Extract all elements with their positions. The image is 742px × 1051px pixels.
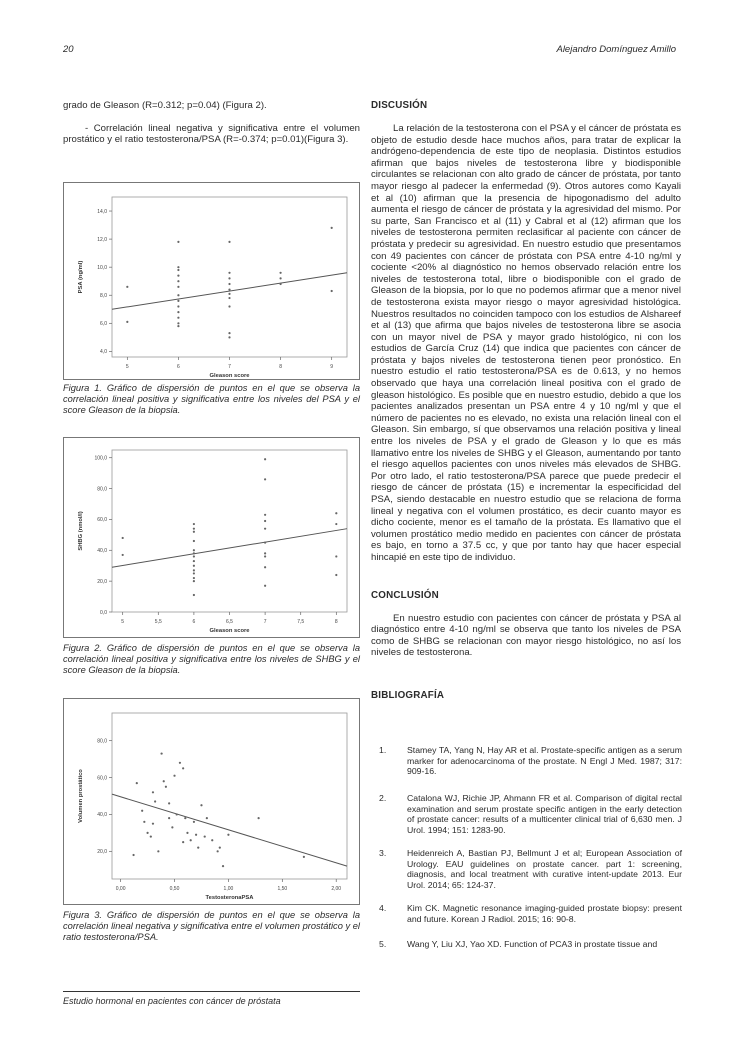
bibliography-item-number: 1. <box>379 745 387 755</box>
scatter-point <box>211 839 213 841</box>
y-tick-label: 20,0 <box>97 578 107 585</box>
x-tick-label: 6 <box>177 364 180 370</box>
y-tick-label: 80,0 <box>97 486 107 493</box>
scatter-point <box>193 572 195 574</box>
bibliography-item-text: Heidenreich A, Bastian PJ, Bellmunt J et al; European Association of Urology. EAU guidelines on prostate cancer. part 1: screening, diagnosis, and local treatment with curative intent-update 2013. Eur Urol. 2014; 65: 124-37. <box>407 848 682 890</box>
scatter-point <box>335 555 337 557</box>
x-tick-label: 0,00 <box>115 886 126 892</box>
scatter-point <box>264 566 266 568</box>
scatter-point <box>193 580 195 582</box>
x-axis-label: TestosteronaPSA <box>205 895 254 901</box>
scatter-point <box>228 289 230 291</box>
y-tick-label: 80,0 <box>97 738 107 745</box>
x-tick-label: 1,50 <box>277 886 288 892</box>
y-tick-label: 60,0 <box>97 517 107 524</box>
conclusion-text: En nuestro estudio con pacientes con cáncer de próstata y PSA al diagnóstico entre 4-10 ng/ml se observa que tanto los niveles de PSA como de SHBG se relacionan con mayor riesgo histológico, no así los niveles de testosterona. <box>371 612 681 659</box>
scatter-point <box>193 523 195 525</box>
scatter-point <box>173 775 175 777</box>
running-author: Alejandro Domínguez Amillo <box>556 44 676 55</box>
scatter-point <box>228 297 230 299</box>
bibliography-item-number: 3. <box>379 848 387 858</box>
scatter-point <box>177 322 179 324</box>
x-axis-label: Gleason score <box>209 373 250 379</box>
scatter-point <box>193 555 195 557</box>
scatter-point <box>228 332 230 334</box>
scatter-point <box>122 537 124 539</box>
figure-2-frame <box>63 437 360 638</box>
scatter-point <box>177 317 179 319</box>
bibliography-item-text: Wang Y, Liu XJ, Yao XD. Function of PCA3 in prostate tissue and <box>407 939 658 949</box>
page-number: 20 <box>63 44 74 55</box>
scatter-point <box>152 791 154 793</box>
y-tick-label: 6,0 <box>100 321 107 328</box>
bibliography-item-number: 4. <box>379 903 387 913</box>
y-tick-label: 60,0 <box>97 775 107 782</box>
scatter-point <box>184 817 186 819</box>
scatter-point <box>264 520 266 522</box>
x-tick-label: 7 <box>263 619 267 625</box>
scatter-point <box>331 290 333 292</box>
scatter-point <box>171 826 173 828</box>
scatter-point <box>168 817 170 819</box>
scatter-point <box>264 585 266 587</box>
scatter-point <box>157 850 159 852</box>
x-tick-label: 5 <box>121 619 125 625</box>
scatter-point <box>177 294 179 296</box>
y-tick-label: 8,0 <box>100 293 107 300</box>
scatter-point <box>200 804 202 806</box>
running-footer: Estudio hormonal en pacientes con cáncer de próstata <box>63 996 281 1006</box>
scatter-point <box>132 854 134 856</box>
scatter-point <box>177 300 179 302</box>
x-tick-label: 5 <box>125 364 129 370</box>
bibliography-item-number: 5. <box>379 939 387 949</box>
figure-3-caption: Figura 3. Gráfico de dispersión de puntos en el que se observa la correlación lineal negativa y significativa entre el volumen prostático y el ratio testosterona/PSA. <box>63 910 360 942</box>
scatter-point <box>193 821 195 823</box>
scatter-point <box>279 277 281 279</box>
scatter-point <box>177 311 179 313</box>
scatter-point <box>179 762 181 764</box>
results-paragraph-1: grado de Gleason (R=0.312; p=0.04) (Figura 2). <box>63 100 267 111</box>
y-tick-label: 10,0 <box>97 264 107 271</box>
bibliography-item-text: Kim CK. Magnetic resonance imaging-guided prostate biopsy: present and future. Korean J Radiol. 2015; 16: 90-8. <box>407 903 682 924</box>
scatter-point <box>126 286 128 288</box>
scatter-point <box>163 780 165 782</box>
scatter-point <box>154 800 156 802</box>
scatter-point <box>193 531 195 533</box>
scatter-point <box>177 280 179 282</box>
y-tick-label: 4,0 <box>100 349 107 356</box>
scatter-point <box>141 810 143 812</box>
scatter-point <box>186 832 188 834</box>
y-tick-label: 20,0 <box>97 849 107 856</box>
scatter-point <box>177 286 179 288</box>
x-tick-label: 0,50 <box>169 886 180 892</box>
scatter-point <box>264 478 266 480</box>
scatter-point <box>222 865 224 867</box>
scatter-point <box>177 325 179 327</box>
y-axis-label: Volumen prostático <box>78 769 84 823</box>
discussion-text: La relación de la testosterona con el PSA y el cáncer de próstata es objeto de estudio desde hace muchos años, para tratar de explicar la andrógeno-dependencia de este tipo de neoplasia. Distintos estudios afirman que bajos niveles de testosterona libre y biodisponible circulantes se relacionan con alto grado de cáncer de próstata, por tanto mayor riesgo al padecer la enfermedad (9). Otros autores como Kayali et al (10) afirman que la presencia de hipogonadismo del adulto aumenta el riesgo de cáncer de próstata y la agresividad del mismo. Por su parte, San Francisco et al (11) y Cabral et al (12) afirman que los niveles de testosterona permiten reclasificar al paciente con cáncer de próstata y predecir su agresividad. En nuestro estudio que presentamos con 49 pacientes con cáncer de próstata con PSA entre 4-10 ng/ml y cociente <20% al diagnóstico no hemos observado relación entre los niveles de testosterona total, libre o biodisponible con el grado de Gleason de la biopsia, por lo que no podemos afirmar que a menor nivel de testosterona exista mayor riesgo o mayor agresividad histológica. Nuestros resultados no coinciden tampoco con los estudios de Alshareef et al (13) que afirma que bajos niveles de testosterona libre se asocia con un mayor nivel de PSA y mayor grado histológico, ni con los estudios de García Cruz (14) que indica que pacientes con cáncer de próstata y bajos niveles de testosterona tienen peor pronóstico. En nuestro estudio el ratio testosterona/PSA es de 0.613, y no hemos observado que haya una correlación lineal positiva con el grado de gleason histológico. Es posible que en nuestro estudio, debido a que los pacientes analizados presentan un PSA entre 4 y 10 ng/ml y que el número de pacientes no es elevado, no exista una relación lineal con el Gleason. Sin embargo, sí que observamos una relación positiva y lineal entre los niveles de PSA y el grado de Gleason y lo que es más llamativo entre los niveles de SHBG y el Gleason, aumentando por tanto el riesgo aquellos pacientes con unos niveles más elevados de SHBG. Por otro lado, el ratio testosterona/PSA parece que puede predecir el riesgo de cáncer de próstata (15) e incrementar la especificidad del PSA, siendo destacable en nuestro estudio que se relaciona de forma lineal y negativa con el volumen prostático, es decir cuanto mayor es dicho cociente, menor es el tamaño de la próstata. Es llamativo que el volumen prostático medio medido en pacientes con cáncer de próstata es bajo, en torno a 37.5 cc, y que por tanto hay que hacer especial hincapié en este tipo de individuo. <box>371 123 681 563</box>
y-tick-label: 100,0 <box>94 455 107 462</box>
plot-area <box>112 713 347 879</box>
scatter-point <box>177 269 179 271</box>
scatter-point <box>264 528 266 530</box>
scatter-point <box>176 813 178 815</box>
conclusion-heading: CONCLUSIÓN <box>371 589 439 601</box>
scatter-point <box>227 834 229 836</box>
x-tick-label: 9 <box>330 364 334 370</box>
scatter-point <box>177 266 179 268</box>
x-tick-label: 2,00 <box>331 886 342 892</box>
y-tick-label: 0,0 <box>100 609 107 616</box>
scatter-point <box>258 817 260 819</box>
x-tick-label: 7 <box>228 364 231 370</box>
scatter-point <box>264 458 266 460</box>
scatter-point <box>165 786 167 788</box>
scatter-point <box>193 540 195 542</box>
scatter-point <box>228 241 230 243</box>
y-axis-label: PSA (ng/ml) <box>78 260 84 294</box>
scatter-point <box>168 802 170 804</box>
plot-area <box>112 450 347 612</box>
scatter-point <box>143 821 145 823</box>
y-tick-label: 12,0 <box>97 236 107 243</box>
scatter-point <box>177 241 179 243</box>
figure-2-chart <box>64 438 359 637</box>
bibliography-heading: BIBLIOGRAFÍA <box>371 689 445 701</box>
scatter-point <box>182 841 184 843</box>
right-column <box>371 100 681 701</box>
y-tick-label: 40,0 <box>97 548 107 555</box>
scatter-point <box>193 528 195 530</box>
scatter-point <box>264 514 266 516</box>
figure-1-frame <box>63 182 360 380</box>
scatter-point <box>152 823 154 825</box>
figure-1-chart <box>64 183 359 379</box>
x-tick-label: 6,5 <box>226 619 233 625</box>
scatter-point <box>335 574 337 576</box>
scatter-point <box>335 512 337 514</box>
y-tick-label: 40,0 <box>97 812 107 819</box>
scatter-point <box>190 839 192 841</box>
scatter-point <box>177 305 179 307</box>
scatter-point <box>160 752 162 754</box>
scatter-point <box>303 856 305 858</box>
x-tick-label: 1,00 <box>223 886 234 892</box>
scatter-point <box>197 847 199 849</box>
x-tick-label: 5,5 <box>154 619 162 625</box>
x-axis-label: Gleason score <box>209 628 250 634</box>
bibliography-item-number: 2. <box>379 793 387 803</box>
scatter-point <box>193 565 195 567</box>
scatter-point <box>219 847 221 849</box>
scatter-point <box>193 569 195 571</box>
left-column-text <box>63 100 360 146</box>
scatter-point <box>193 577 195 579</box>
footer-divider <box>63 991 360 992</box>
scatter-point <box>228 277 230 279</box>
bibliography-item-text: Stamey TA, Yang N, Hay AR et al. Prostate-specific antigen as a serum marker for adenocarcinoma of the prostate. N Engl J Med. 1987; 317: 909-16. <box>407 745 682 777</box>
y-axis-label: SHBG (nmol/l) <box>78 511 84 551</box>
x-tick-label: 7,5 <box>297 619 305 625</box>
scatter-point <box>279 283 281 285</box>
scatter-point <box>146 832 148 834</box>
x-tick-label: 8 <box>279 364 282 370</box>
scatter-point <box>195 834 197 836</box>
scatter-point <box>331 227 333 229</box>
bibliography-item <box>379 903 682 924</box>
scatter-point <box>335 523 337 525</box>
scatter-point <box>193 560 195 562</box>
scatter-point <box>193 552 195 554</box>
bibliography-item <box>379 745 682 777</box>
scatter-point <box>150 835 152 837</box>
scatter-point <box>228 305 230 307</box>
scatter-point <box>122 554 124 556</box>
scatter-point <box>264 555 266 557</box>
scatter-point <box>206 817 208 819</box>
scatter-point <box>136 782 138 784</box>
bibliography-item <box>379 939 682 950</box>
bibliography-item <box>379 793 682 835</box>
results-paragraph-2: - Correlación lineal negativa y significativa entre el volumen prostático y el ratio testosterona/PSA (R=-0.374; p=0.01)(Figura 3). <box>63 122 360 146</box>
scatter-point <box>182 767 184 769</box>
scatter-point <box>228 283 230 285</box>
scatter-point <box>264 552 266 554</box>
x-tick-label: 8 <box>334 619 338 625</box>
figure-1-caption: Figura 1. Gráfico de dispersión de puntos en el que se observa la correlación lineal positiva y significativa entre los niveles del PSA y el score Gleason de la biopsia. <box>63 383 360 415</box>
scatter-point <box>228 293 230 295</box>
x-tick-label: 6 <box>192 619 196 625</box>
figure-3-frame <box>63 698 360 905</box>
figure-3-chart <box>64 699 359 904</box>
scatter-point <box>204 835 206 837</box>
scatter-point <box>264 541 266 543</box>
discussion-heading: DISCUSIÓN <box>371 100 428 111</box>
bibliography-item-text: Catalona WJ, Richie JP, Ahmann FR et al. Comparison of digital rectal examination and serum prostate specific antigen in the early detection of prostate cancer: results of a multicenter clinical trial of 6,630 men. J Urol. 1994; 151: 1283-90. <box>407 793 682 835</box>
scatter-point <box>228 272 230 274</box>
scatter-point <box>126 321 128 323</box>
scatter-point <box>228 336 230 338</box>
scatter-point <box>217 850 219 852</box>
scatter-point <box>193 594 195 596</box>
y-tick-label: 14,0 <box>97 208 107 215</box>
bibliography-item <box>379 848 682 890</box>
scatter-point <box>193 549 195 551</box>
scatter-point <box>279 272 281 274</box>
figure-2-caption: Figura 2. Gráfico de dispersión de puntos en el que se observa la correlación lineal positiva y significativa entre los niveles de SHBG y el score Gleason de la biopsia. <box>63 643 360 675</box>
scatter-point <box>177 274 179 276</box>
